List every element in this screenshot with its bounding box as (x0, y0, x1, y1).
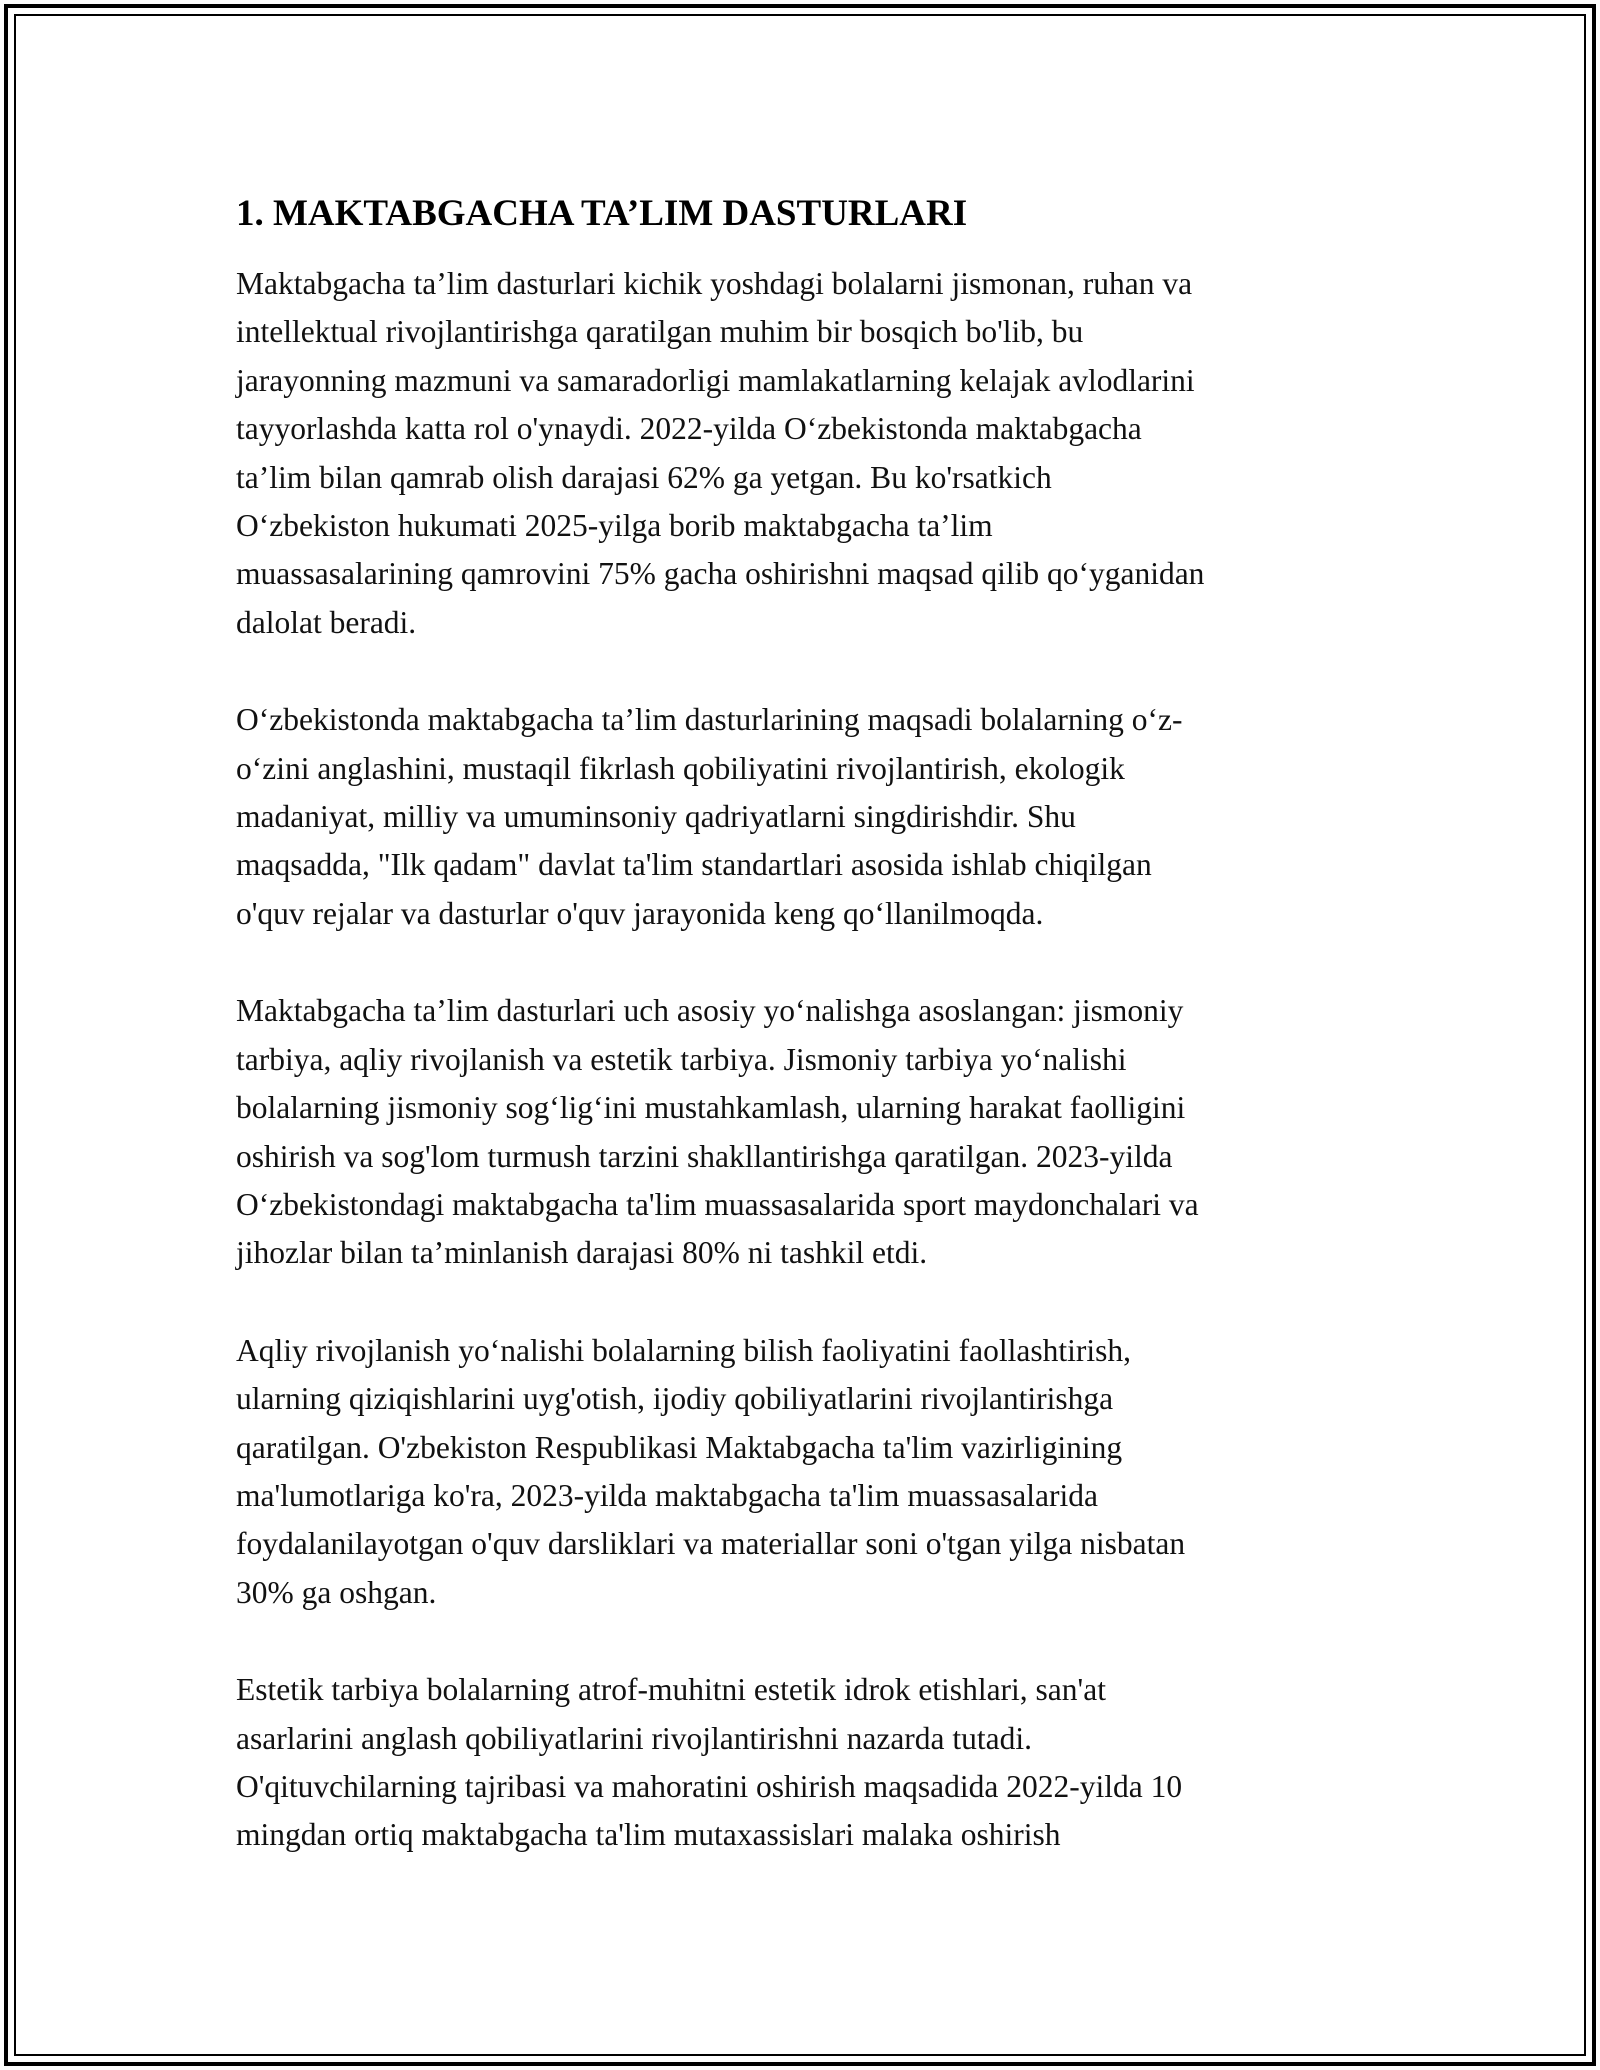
paragraph-line: jihozlar bilan ta’minlanish darajasi 80% ni tashkil etdi. (236, 1235, 928, 1271)
paragraph-line: intellektual rivojlantirishga qaratilgan muhim bir bosqich bo'lib, bu (236, 314, 1084, 350)
paragraph-line: Aqliy rivojlanish yo‘nalishi bolalarning bilish faoliyatini faollashtirish, (236, 1332, 1131, 1368)
paragraph-line: bolalarning jismoniy sog‘lig‘ini mustahkamlash, ularning harakat faolligini (236, 1090, 1186, 1126)
paragraph-line: qaratilgan. O'zbekiston Respublikasi Maktabgacha ta'lim vazirligining (236, 1429, 1123, 1465)
paragraph-line: muassasalarining qamrovini 75% gacha oshirishni maqsad qilib qo‘yganidan (236, 556, 1205, 592)
paragraph-line: ta’lim bilan qamrab olish darajasi 62% ga yetgan. Bu ko'rsatkich (236, 459, 1052, 495)
paragraph-line: o'quv rejalar va dasturlar o'quv jarayonida keng qo‘llanilmoqda. (236, 895, 1044, 931)
paragraph-line: foydalanilayotgan o'quv darsliklari va materiallar soni o'tgan yilga nisbatan (236, 1526, 1186, 1562)
section-heading: 1. MAKTABGACHA TA’LIM DASTURLARI (236, 193, 968, 234)
paragraph-line: ma'lumotlariga ko'ra, 2023-yilda maktabgacha ta'lim muassasalarida (236, 1477, 1098, 1513)
paragraph-line: Estetik tarbiya bolalarning atrof-muhitni estetik idrok etishlari, san'at (236, 1672, 1106, 1708)
paragraph-line: oshirish va sog'lom turmush tarzini shakllantirishga qaratilgan. 2023-yilda (236, 1138, 1173, 1174)
paragraph-line: tayyorlashda katta rol o'ynaydi. 2022-yilda O‘zbekistonda maktabgacha (236, 411, 1142, 447)
paragraph-line: dalolat beradi. (236, 604, 417, 640)
paragraph-line: ularning qiziqishlarini uyg'otish, ijodiy qobiliyatlarini rivojlantirishga (236, 1381, 1114, 1417)
paragraph-2 (236, 696, 1374, 938)
paragraph-line: 30% ga oshgan. (236, 1574, 437, 1610)
paragraph-5 (236, 1666, 1374, 1860)
paragraph-line: o‘zini anglashini, mustaqil fikrlash qobiliyatini rivojlantirish, ekologik (236, 750, 1125, 786)
paragraph-line: Maktabgacha ta’lim dasturlari uch asosiy yo‘nalishga asoslangan: jismoniy (236, 993, 1184, 1029)
paragraph-4 (236, 1327, 1374, 1617)
paragraph-line: madaniyat, milliy va umuminsoniy qadriyatlarni singdirishdir. Shu (236, 799, 1076, 835)
paragraph-line: O‘zbekistonda maktabgacha ta’lim dasturlarining maqsadi bolalarning o‘z- (236, 702, 1183, 738)
paragraph-line: O'qituvchilarning tajribasi va mahoratini oshirish maqsadida 2022-yilda 10 (236, 1768, 1183, 1804)
document-body (236, 186, 1374, 1909)
paragraph-line: tarbiya, aqliy rivojlanish va estetik tarbiya. Jismoniy tarbiya yo‘nalishi (236, 1041, 1127, 1077)
paragraph-3 (236, 987, 1374, 1277)
paragraph-line: maqsadda, "Ilk qadam" davlat ta'lim standartlari asosida ishlab chiqilgan (236, 847, 1152, 883)
paragraph-line: asarlarini anglash qobiliyatlarini rivojlantirishni nazarda tutadi. (236, 1720, 1033, 1756)
paragraph-line: jarayonning mazmuni va samaradorligi mamlakatlarning kelajak avlodlarini (236, 362, 1195, 398)
paragraph-1 (236, 260, 1374, 647)
paragraph-line: Maktabgacha ta’lim dasturlari kichik yoshdagi bolalarni jismonan, ruhan va (236, 266, 1193, 301)
paragraph-line: O‘zbekiston hukumati 2025-yilga borib maktabgacha ta’lim (236, 508, 993, 544)
paragraph-line: mingdan ortiq maktabgacha ta'lim mutaxassislari malaka oshirish (236, 1817, 1061, 1853)
paragraph-line: O‘zbekistondagi maktabgacha ta'lim muassasalarida sport maydonchalari va (236, 1186, 1199, 1222)
